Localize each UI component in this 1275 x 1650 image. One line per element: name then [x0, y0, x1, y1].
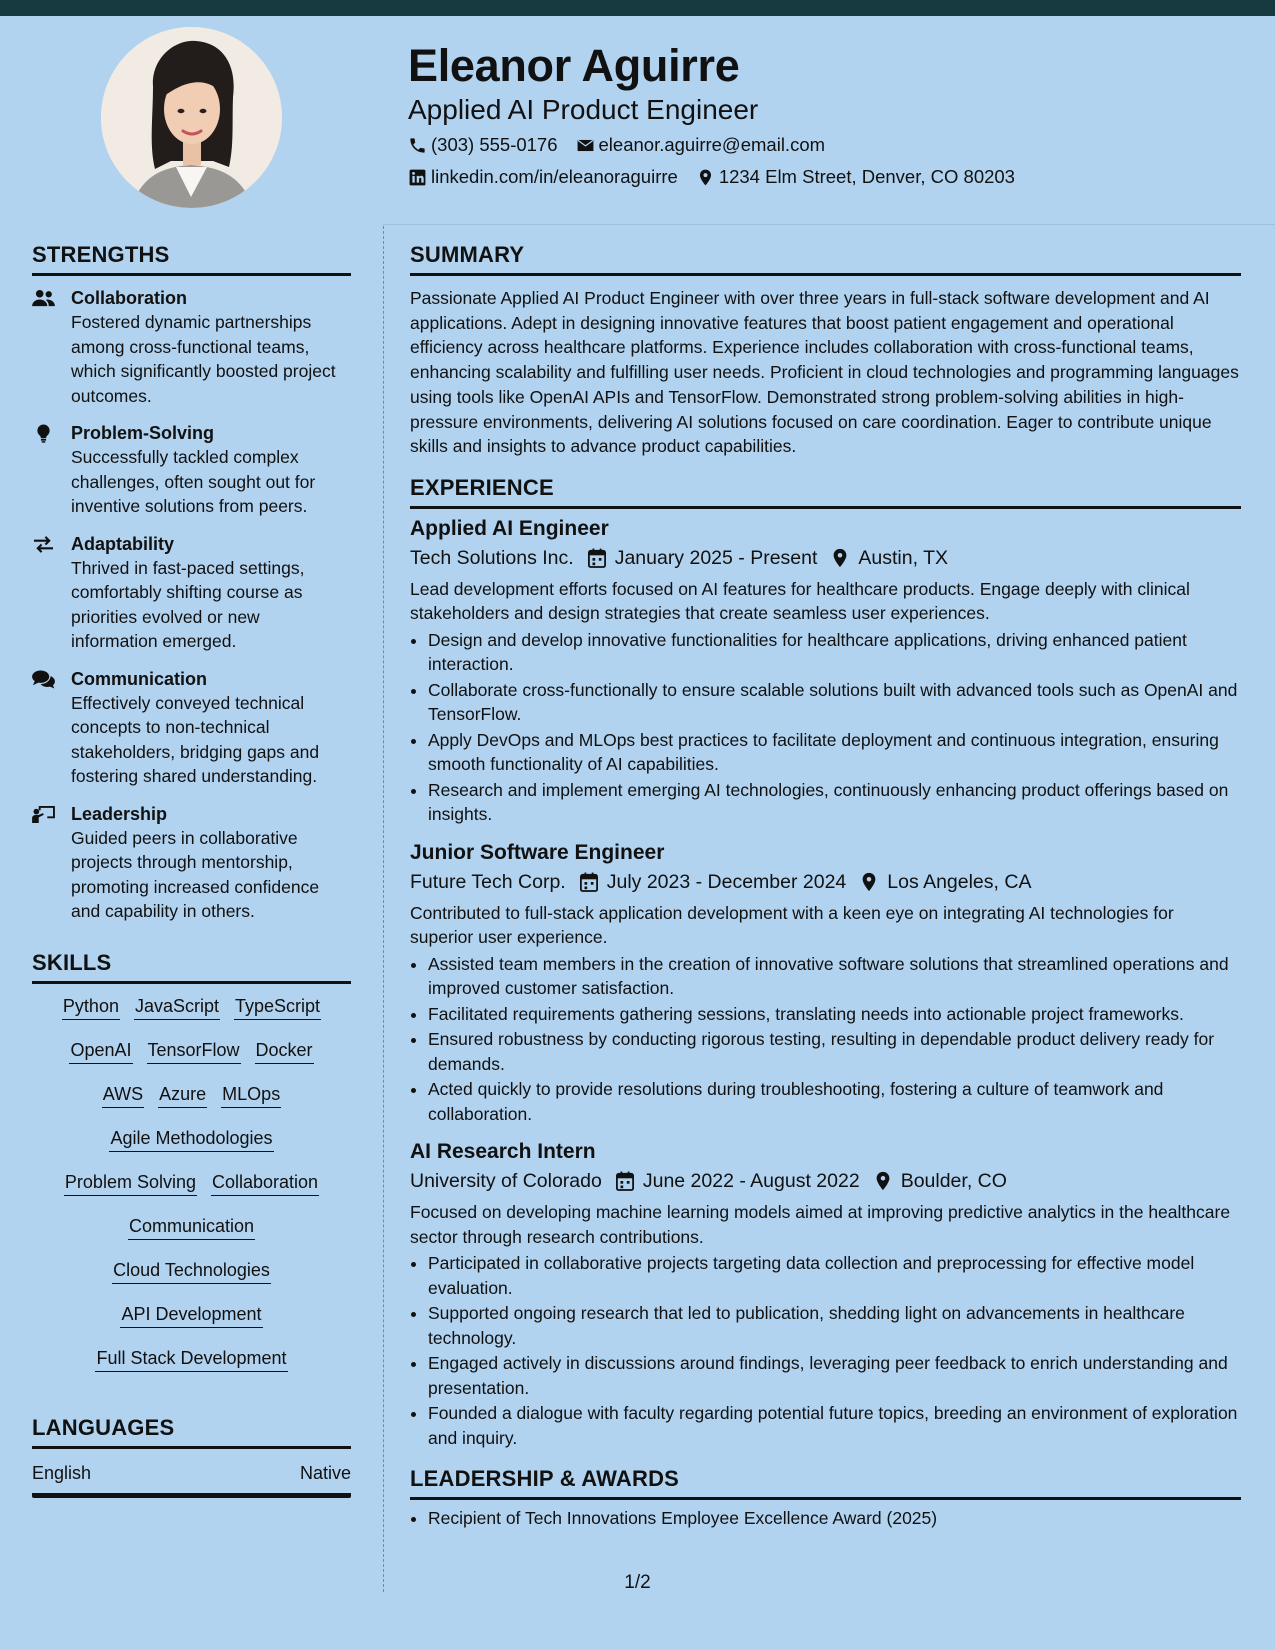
- skill-tag: Docker: [255, 1038, 314, 1064]
- strength-text: Fostered dynamic partnerships among cross-functional teams, which significantly boosted project outcomes.: [71, 312, 336, 406]
- languages-section: [32, 1415, 351, 1498]
- strength-text: Guided peers in collaborative projects through mentorship, promoting increased confidence and capability in others.: [71, 827, 320, 921]
- job-meta: [410, 543, 1241, 573]
- skill-tag: Python: [62, 994, 120, 1020]
- location-pin-icon: [860, 872, 878, 892]
- portrait-illustration: [101, 27, 282, 208]
- job-dates: January 2025 - Present: [614, 546, 818, 569]
- skill-tag: TensorFlow: [147, 1038, 241, 1064]
- job-company: Tech Solutions Inc.: [410, 546, 574, 569]
- skill-tag: OpenAI: [69, 1038, 132, 1064]
- job-bullet: • Founded a dialogue with faculty regarding potential future topics, breeding an environment of exploration and inquiry.: [428, 1401, 1241, 1450]
- award-item: • Recipient of Tech Innovations Employee Excellence Award (2025): [428, 1506, 1241, 1531]
- strength-item: [32, 532, 351, 654]
- strength-title: Problem-Solving: [71, 423, 215, 443]
- skill-tag: Communication: [128, 1214, 255, 1240]
- contact-address: [696, 166, 1015, 188]
- job-description: Contributed to full-stack application development with a keen eye on integrating AI technologies for superior user experience.: [410, 902, 1174, 948]
- summary-text: Passionate Applied AI Product Engineer with over three years in full-stack software development and AI applications. Adept in designing innovative features that boost patient engagement and operational efficiency across healthcare platforms. Experience includes collaboration with cross-functional teams, enhancing scalability and fulfilling user needs. Proficient in cloud technologies and programming languages using tools like OpenAI APIs and TensorFlow. Demonstrated strong problem-solving abilities in high-pressure environments, delivering AI solutions focused on care coordination. Eager to contribute unique skills and insights to advance product capabilities.: [410, 288, 1239, 457]
- job-bullet: • Engaged actively in discussions around findings, leveraging peer feedback to enrich understanding and presentation.: [428, 1351, 1241, 1400]
- skill-tag: Problem Solving: [64, 1170, 197, 1196]
- job-bullets: [410, 628, 1241, 827]
- skill-tag: JavaScript: [134, 994, 220, 1020]
- job-bullet: • Design and develop innovative functionalities for healthcare applications, driving enhanced patient interaction.: [428, 628, 1241, 677]
- location-pin-icon: [831, 548, 849, 568]
- page-number: 1/2: [624, 1572, 651, 1593]
- job-bullets: [410, 952, 1241, 1127]
- job-bullets: [410, 1251, 1241, 1450]
- job-company: University of Colorado: [410, 1170, 602, 1193]
- skill-tag: Azure: [158, 1082, 207, 1108]
- users-icon: [32, 289, 55, 308]
- location-pin-icon: [696, 168, 715, 187]
- language-row: [32, 1455, 351, 1498]
- chat-bubbles-icon: [32, 670, 55, 689]
- contact-line-1: [408, 134, 843, 156]
- linkedin-icon: [408, 168, 427, 187]
- job-dates: June 2022 - August 2022: [642, 1170, 860, 1193]
- strength-item: [32, 667, 351, 789]
- email-text: eleanor.aguirre@email.com: [598, 134, 826, 155]
- job-bullet: • Collaborate cross-functionally to ensure scalable solutions built with advanced tools such as OpenAI and TensorFlow.: [428, 678, 1241, 727]
- skill-tag: API Development: [120, 1302, 262, 1328]
- contact-email[interactable]: [576, 134, 826, 156]
- job-bullet: • Participated in collaborative projects targeting data collection and preprocessing for effective model evaluation.: [428, 1251, 1241, 1300]
- job-description: Lead development efforts focused on AI features for healthcare products. Engage deeply with clinical stakeholders and design strategies that create seamless user experiences.: [410, 578, 1190, 624]
- lightbulb-icon: [32, 424, 55, 443]
- strength-item: [32, 421, 351, 519]
- contact-phone[interactable]: [408, 134, 558, 156]
- language-level: Native: [299, 1462, 351, 1483]
- skill-tag: TypeScript: [234, 994, 321, 1020]
- job-entry: [410, 1138, 1241, 1450]
- strength-title: Adaptability: [71, 533, 175, 554]
- header-divider: [383, 224, 1275, 225]
- job-bullet: • Research and implement emerging AI technologies, continuously enhancing product offerings based on insights.: [428, 778, 1241, 827]
- skills-heading: SKILLS: [32, 950, 351, 984]
- phone-icon: [408, 136, 427, 155]
- location-pin-icon: [874, 1171, 892, 1191]
- arrows-exchange-icon: [32, 535, 55, 554]
- skill-tag: Agile Methodologies: [109, 1126, 273, 1152]
- job-location: Austin, TX: [858, 546, 948, 569]
- strength-title: Leadership: [71, 803, 168, 824]
- contact-linkedin[interactable]: [408, 166, 678, 188]
- job-bullet: • Facilitated requirements gathering sessions, translating needs into actionable project frameworks.: [428, 1002, 1241, 1027]
- job-bullet: • Acted quickly to provide resolutions during troubleshooting, fostering a culture of teamwork and collaboration.: [428, 1077, 1241, 1126]
- strength-item: [32, 286, 351, 408]
- calendar-icon: [580, 872, 598, 892]
- job-meta: [410, 1166, 1241, 1196]
- job-description: Focused on developing machine learning models aimed at improving predictive analytics in the healthcare sector through research contributions.: [410, 1202, 1231, 1247]
- strength-text: Successfully tackled complex challenges, often sought out for inventive solutions from peers.: [71, 447, 316, 516]
- job-company: Future Tech Corp.: [410, 870, 566, 893]
- calendar-icon: [616, 1171, 634, 1191]
- teacher-board-icon: [32, 805, 55, 824]
- languages-heading: LANGUAGES: [32, 1415, 351, 1449]
- candidate-headline: Applied AI Product Engineer: [408, 94, 759, 125]
- address-text: 1234 Elm Street, Denver, CO 80203: [718, 166, 1015, 187]
- right-column: [410, 242, 1241, 1532]
- experience-heading: EXPERIENCE: [410, 475, 1241, 509]
- contact-line-2: [408, 166, 1033, 188]
- skill-tag: Cloud Technologies: [112, 1258, 271, 1284]
- job-entry: [410, 839, 1241, 1127]
- column-divider: [383, 226, 384, 1592]
- skill-tag: AWS: [102, 1082, 144, 1108]
- envelope-icon: [576, 136, 595, 155]
- job-title: AI Research Intern: [410, 1140, 596, 1164]
- awards-heading: LEADERSHIP & AWARDS: [410, 1466, 1241, 1500]
- job-meta: [410, 867, 1241, 897]
- strength-text: Effectively conveyed technical concepts to non-technical stakeholders, bridging gaps and fostering shared understanding.: [71, 692, 320, 786]
- job-location: Boulder, CO: [900, 1170, 1007, 1193]
- top-accent-bar: [0, 0, 1275, 16]
- job-dates: July 2023 - December 2024: [606, 870, 847, 893]
- skill-tag: Full Stack Development: [95, 1346, 287, 1372]
- job-title: Applied AI Engineer: [410, 516, 609, 540]
- job-bullet: • Ensured robustness by conducting rigorous testing, resulting in dependable product delivery ready for demands.: [428, 1027, 1241, 1076]
- skill-tag: Collaboration: [211, 1170, 319, 1196]
- candidate-name: Eleanor Aguirre: [408, 40, 740, 91]
- skills-list: [32, 994, 351, 1373]
- summary-heading: SUMMARY: [410, 242, 1241, 276]
- strengths-heading: STRENGTHS: [32, 242, 351, 276]
- left-column: [32, 242, 351, 1498]
- skill-tag: MLOps: [221, 1082, 281, 1108]
- profile-photo: [101, 27, 282, 208]
- strength-item: [32, 802, 351, 924]
- phone-text: (303) 555-0176: [431, 134, 558, 155]
- job-entry: [410, 515, 1241, 827]
- job-bullet: • Supported ongoing research that led to publication, shedding light on advancements in healthcare technology.: [428, 1301, 1241, 1350]
- awards-list: [410, 1506, 1241, 1531]
- job-bullet: • Assisted team members in the creation of innovative software solutions that streamlined operations and improved customer satisfaction.: [428, 952, 1241, 1001]
- strength-title: Communication: [71, 668, 208, 689]
- language-name: English: [32, 1462, 92, 1483]
- job-title: Junior Software Engineer: [410, 840, 665, 864]
- calendar-icon: [588, 548, 606, 568]
- linkedin-text: linkedin.com/in/eleanoraguirre: [431, 166, 678, 187]
- strength-text: Thrived in fast-paced settings, comfortably shifting course as priorities evolved or new information emerged.: [71, 557, 305, 651]
- job-bullet: • Apply DevOps and MLOps best practices to facilitate deployment and continuous integration, ensuring smooth functionality of AI capabilities.: [428, 728, 1241, 777]
- strength-title: Collaboration: [71, 288, 187, 308]
- job-location: Los Angeles, CA: [887, 870, 1032, 893]
